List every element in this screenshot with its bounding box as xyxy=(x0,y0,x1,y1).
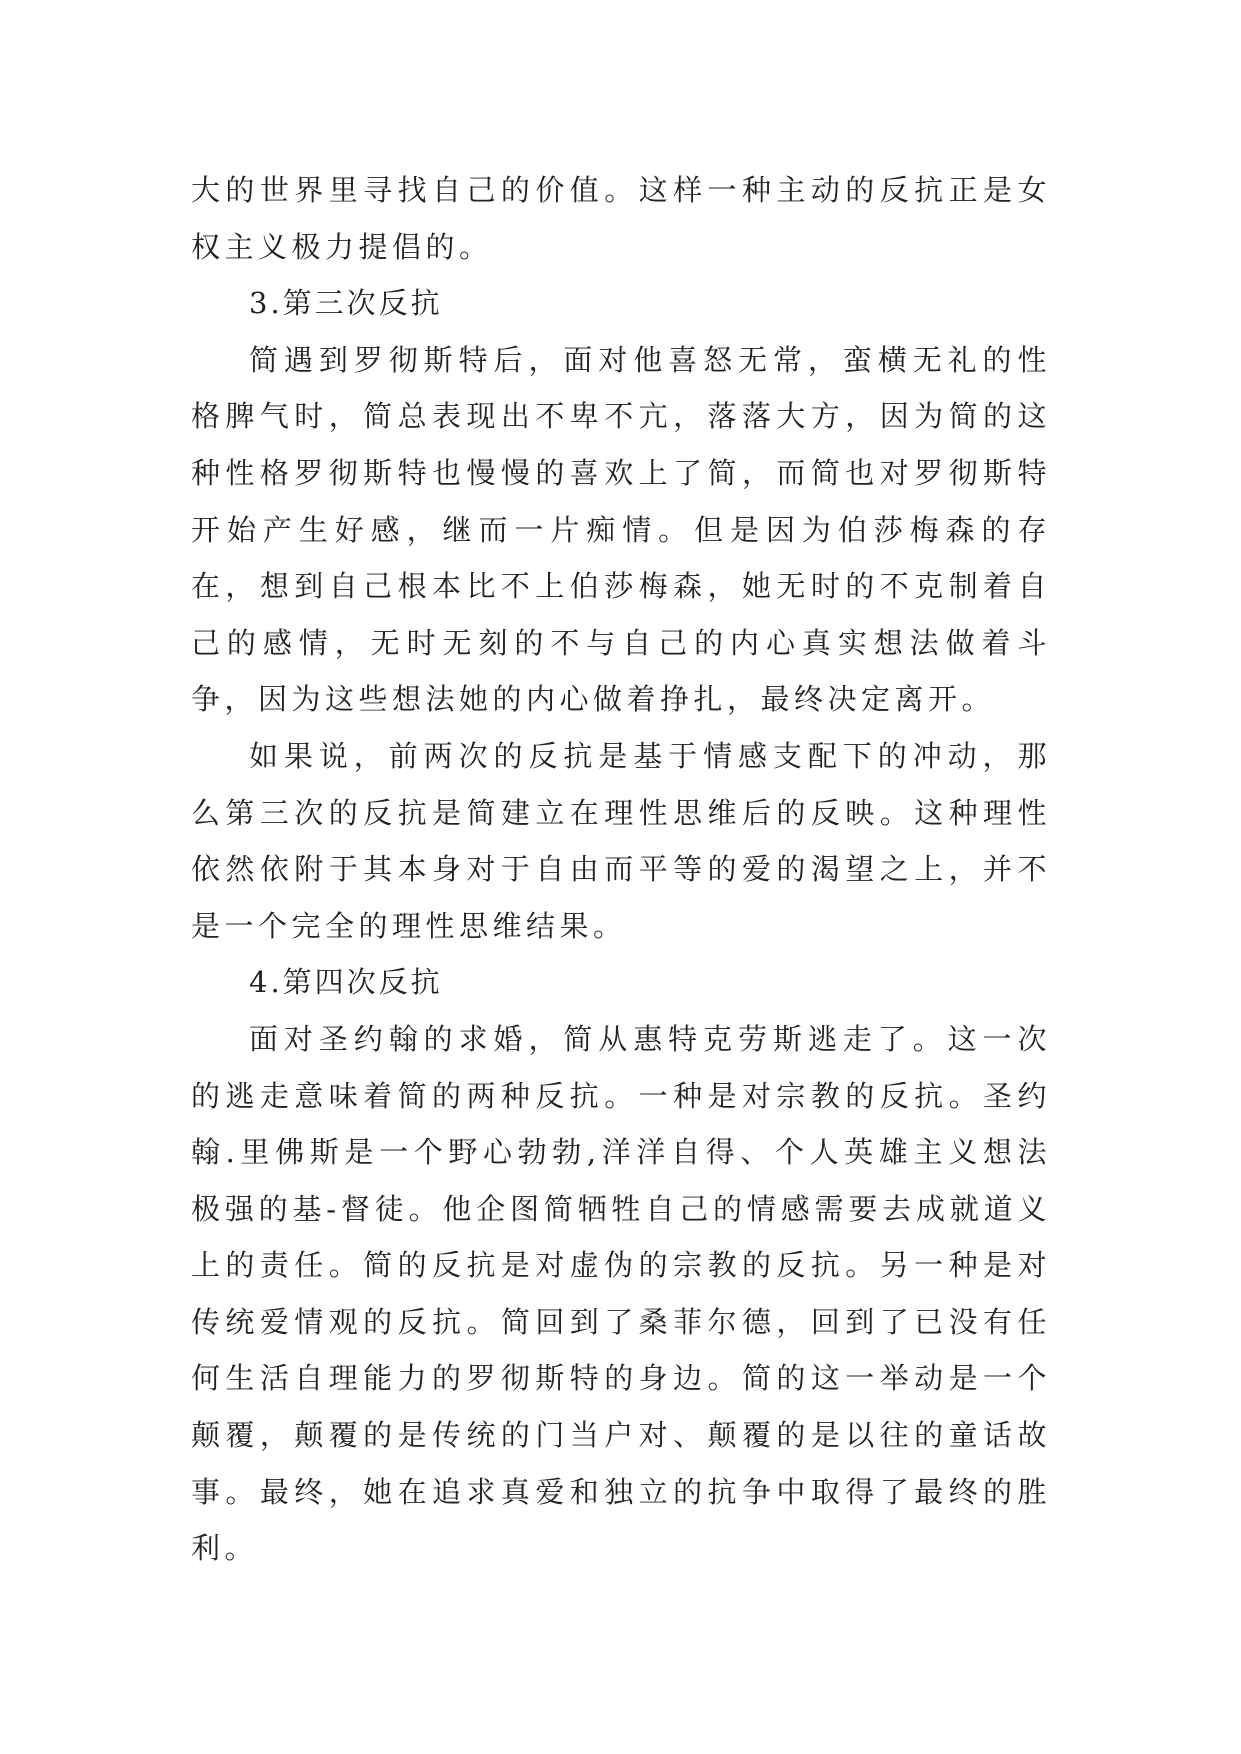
continuation-paragraph: 大的世界里寻找自己的价值。这样一种主动的反抗正是女权主义极力提倡的。 xyxy=(191,173,1051,264)
section-heading-third-resistance: 3.第三次反抗 xyxy=(249,286,443,321)
paragraph-third-resistance: 简遇到罗彻斯特后，面对他喜怒无常，蛮横无礼的性格脾气时，简总表现出不卑不亢，落落大方，因为简的这种性格罗彻斯特也慢慢的喜欢上了简，而简也对罗彻斯特开始产生好感，继而一片痴情。但是因为伯莎梅森的存在，想到自己根本比不上伯莎梅森，她无时的不克制着自己的感情，无时无刻的不与自己的内心真实想法做着斗争，因为这些想法她的内心做着挣扎，最终决定离开。 xyxy=(191,342,1051,717)
section-heading-fourth-resistance: 4.第四次反抗 xyxy=(249,965,443,1000)
paragraph-fourth-resistance: 面对圣约翰的求婚，简从惠特克劳斯逃走了。这一次的逃走意味着简的两种反抗。一种是对宗教的反抗。圣约翰.里佛斯是一个野心勃勃,洋洋自得、个人英雄主义想法极强的基-督徒。他企图简牺牲自己的情感需要去成就道义上的责任。简的反抗是对虚伪的宗教的反抗。另一种是对传统爱情观的反抗。简回到了桑菲尔德，回到了已没有任何生活自理能力的罗彻斯特的身边。简的这一举动是一个颠覆，颠覆的是传统的门当户对、颠覆的是以往的童话故事。最终，她在追求真爱和独立的抗争中取得了最终的胜利。 xyxy=(191,1021,1051,1566)
paragraph-rational-analysis: 如果说，前两次的反抗是基于情感支配下的冲动，那么第三次的反抗是简建立在理性思维后的反映。这种理性依然依附于其本身对于自由而平等的爱的渴望之上，并不是一个完全的理性思维结果。 xyxy=(191,738,1051,943)
document-body xyxy=(191,162,1051,1577)
